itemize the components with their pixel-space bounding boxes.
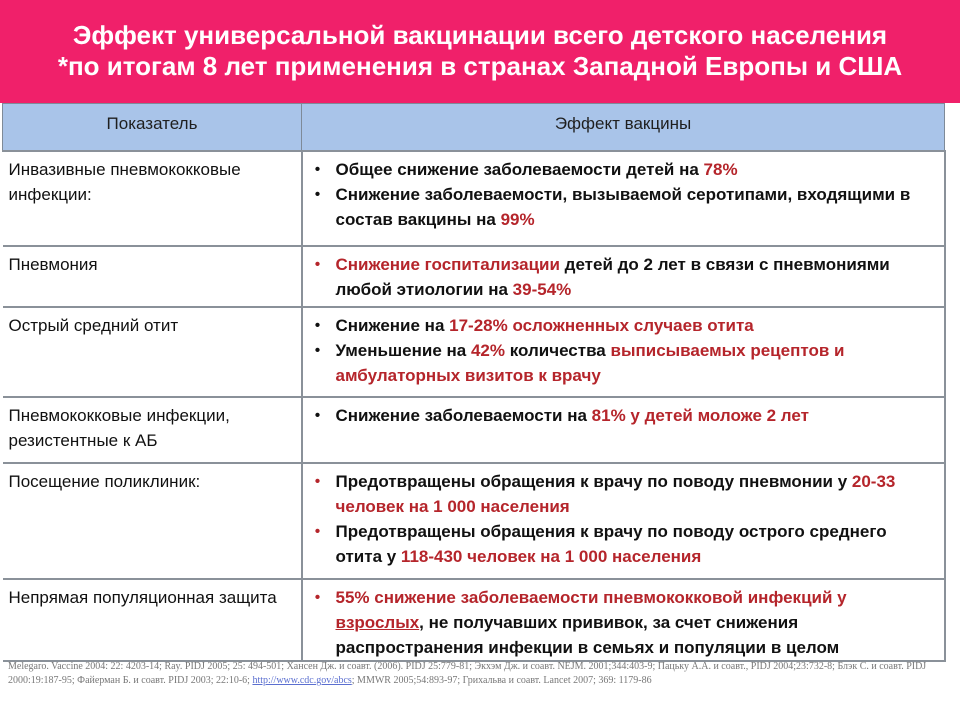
table-header-row bbox=[3, 104, 945, 151]
bullet-icon: • bbox=[314, 341, 321, 359]
references-part-2: ; MMWR 2005;54:893-97; Грихальва и соавт. Lancet 2007; 369: 1179-86 bbox=[351, 675, 652, 686]
bullet-icon: • bbox=[314, 588, 321, 606]
table-row bbox=[3, 307, 945, 397]
effect-text: количества bbox=[504, 340, 611, 360]
effect-cell bbox=[302, 307, 945, 397]
slide-title bbox=[0, 0, 960, 103]
bullet-icon: • bbox=[314, 522, 321, 540]
references-part-1: Melegaro. Vaccine 2004: 22: 4203-14; Ray. PIDJ 2005; 25: 494-501; Хансен Дж. и соавт. (2006). PIDJ 25:779-81; Экхэм Дж. и соавт. NEJM. 2001;344:403-9; Пацьку А.А. и соавт., PIDJ 2004;23:732-8; Блэк С. и соавт. PIDJ 2000:19:187-95; Файерман Б. и соавт. PIDJ 2003; 22:10-6; bbox=[8, 661, 927, 686]
table-row bbox=[3, 397, 945, 463]
effect-item bbox=[309, 313, 938, 338]
effect-text: Уменьшение на bbox=[335, 340, 471, 360]
effect-cell bbox=[302, 463, 945, 579]
references-link[interactable]: http://www.cdc.gov/abcs bbox=[252, 675, 352, 686]
effect-list bbox=[309, 403, 938, 428]
table-row bbox=[3, 151, 945, 246]
indicator-cell: Инвазивные пневмококковые инфекции: bbox=[3, 151, 302, 246]
effect-highlight: взрослых bbox=[335, 612, 420, 632]
effect-list bbox=[309, 252, 938, 302]
column-header-effect: Эффект вакцины bbox=[302, 104, 945, 151]
indicator-cell: Посещение поликлиник: bbox=[3, 463, 302, 579]
effect-highlight: 17-28% осложненных случаев отита bbox=[449, 315, 754, 335]
bullet-icon: • bbox=[314, 160, 321, 178]
effect-item bbox=[309, 469, 938, 519]
bullet-icon: • bbox=[314, 406, 321, 424]
effect-cell bbox=[302, 246, 945, 307]
column-header-indicator: Показатель bbox=[3, 104, 302, 151]
effect-item bbox=[309, 182, 938, 232]
effect-list bbox=[309, 313, 938, 388]
effect-text: Предотвращены обращения к врачу по поводу острого среднего отита у bbox=[335, 521, 887, 566]
effect-highlight: выписываемых рецептов и амбулаторных визитов к врачу bbox=[335, 340, 845, 385]
effect-list bbox=[309, 157, 938, 232]
effect-list bbox=[309, 469, 938, 569]
effect-text: Предотвращены обращения к врачу по поводу пневмонии у bbox=[335, 471, 852, 491]
effect-text: Общее снижение заболеваемости детей на bbox=[335, 159, 704, 179]
bullet-icon: • bbox=[314, 472, 321, 490]
effect-text: детей до 2 лет в связи с пневмониями любой этиологии на bbox=[335, 254, 890, 299]
table-row bbox=[3, 246, 945, 307]
effect-item bbox=[309, 585, 938, 660]
effect-highlight: 39-54% bbox=[512, 279, 572, 299]
effect-highlight: 78% bbox=[703, 159, 738, 179]
effect-item bbox=[309, 519, 938, 569]
effect-item bbox=[309, 403, 938, 428]
effect-text: , не получавших прививок, за счет снижения распространения инфекции в семьях и популяции в целом bbox=[335, 612, 840, 657]
effect-highlight: 55% снижение заболеваемости пневмококковой инфекций у bbox=[335, 587, 847, 607]
effect-item bbox=[309, 252, 938, 302]
table-row bbox=[3, 579, 945, 661]
effect-text: Снижение заболеваемости на bbox=[335, 405, 592, 425]
title-line-1: Эффект универсальной вакцинации всего детского населения bbox=[72, 20, 888, 50]
effect-cell bbox=[302, 579, 945, 661]
effect-highlight: 42% bbox=[470, 340, 505, 360]
effect-text: Снижение на bbox=[335, 315, 450, 335]
effect-highlight: Снижение госпитализации bbox=[335, 254, 560, 274]
indicator-cell: Непрямая популяционная защита bbox=[3, 579, 302, 661]
effect-item bbox=[309, 338, 938, 388]
bullet-icon: • bbox=[314, 316, 321, 334]
title-line-2: *по итогам 8 лет применения в странах Западной Европы и США bbox=[57, 51, 903, 81]
table-row bbox=[3, 463, 945, 579]
indicator-cell: Пневмония bbox=[3, 246, 302, 307]
effect-text: Снижение заболеваемости, вызываемой серотипами, входящими в состав вакцины на bbox=[335, 184, 911, 229]
effect-cell bbox=[302, 151, 945, 246]
bullet-icon: • bbox=[314, 185, 321, 203]
references bbox=[8, 660, 943, 688]
bullet-icon: • bbox=[314, 255, 321, 273]
indicator-cell: Пневмококковые инфекции, резистентные к АБ bbox=[3, 397, 302, 463]
effect-highlight: 20-33 человек на 1 000 населения bbox=[335, 471, 896, 516]
effect-highlight: 118-430 человек на 1 000 населения bbox=[400, 546, 702, 566]
indicator-cell: Острый средний отит bbox=[3, 307, 302, 397]
effect-item bbox=[309, 157, 938, 182]
effect-list bbox=[309, 585, 938, 660]
vaccine-effect-table bbox=[2, 103, 946, 662]
effect-highlight: 81% у детей моложе 2 лет bbox=[591, 405, 809, 425]
effect-cell bbox=[302, 397, 945, 463]
effect-highlight: 99% bbox=[500, 209, 535, 229]
